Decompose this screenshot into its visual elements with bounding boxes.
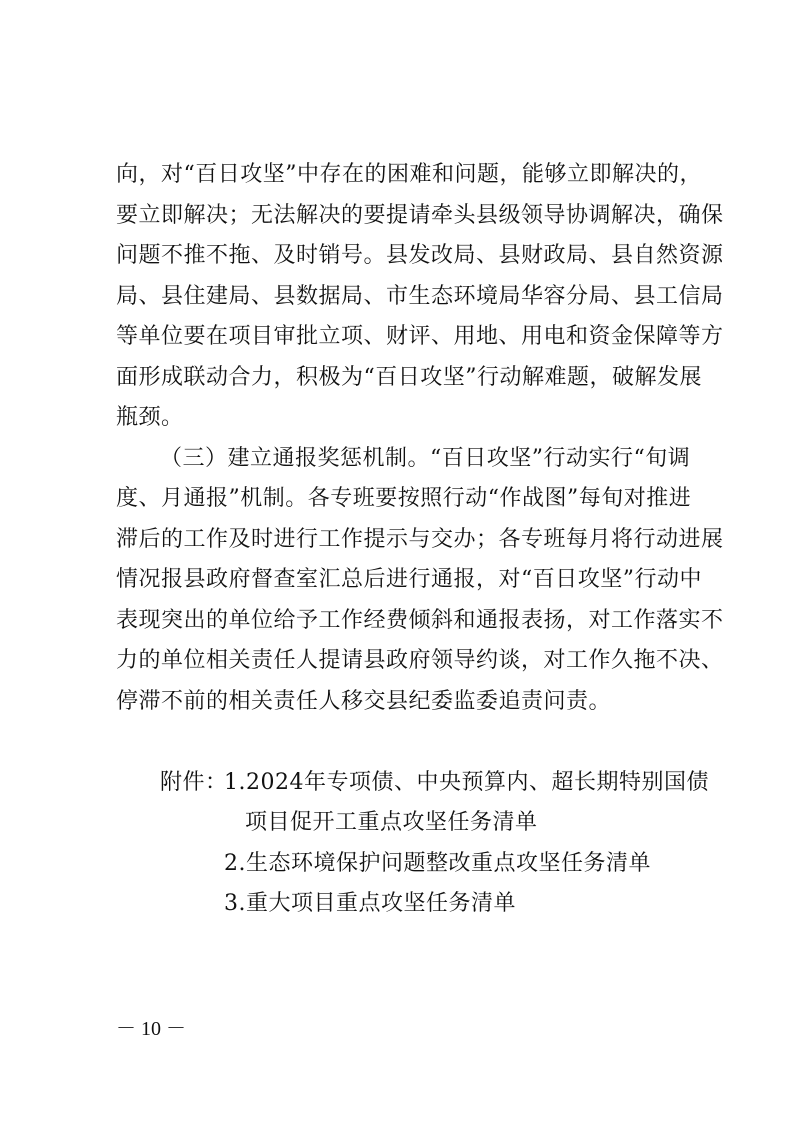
attachment-item: 3.重大项目重点攻坚任务清单 bbox=[224, 891, 516, 916]
body-line: 滞后的工作及时进行工作提示与交办；各专班每月将行动进展 bbox=[116, 527, 724, 552]
body-line: 问题不推不拖、及时销号。县发改局、县财政局、县自然资源 bbox=[116, 243, 724, 268]
attachment-item: 1.2024年专项债、中央预算内、超长期特别国债 bbox=[224, 770, 709, 795]
body-line: 度、月通报”机制。各专班要按照行动“作战图”每旬对推进 bbox=[116, 486, 692, 511]
body-line: 表现突出的单位给予工作经费倾斜和通报表扬，对工作落实不 bbox=[116, 608, 724, 633]
body-line: 等单位要在项目审批立项、财评、用地、用电和资金保障等方 bbox=[116, 324, 724, 349]
attachment-item-continuation: 项目促开工重点攻坚任务清单 bbox=[245, 810, 538, 835]
section-heading-line: （三）建立通报奖惩机制。“百日攻坚”行动实行“旬调 bbox=[160, 446, 691, 471]
body-line: 要立即解决；无法解决的要提请牵头县级领导协调解决，确保 bbox=[116, 203, 724, 228]
body-line: 局、县住建局、县数据局、市生态环境局华容分局、县工信局 bbox=[116, 284, 724, 309]
body-line: 向，对“百日攻坚”中存在的困难和问题，能够立即解决的， bbox=[116, 162, 702, 187]
body-line: 力的单位相关责任人提请县政府领导约谈，对工作久拖不决、 bbox=[116, 648, 724, 673]
attachment-label: 附件： bbox=[160, 770, 228, 795]
body-line: 停滞不前的相关责任人移交县纪委监委追责问责。 bbox=[116, 689, 612, 714]
page-number: － 10 － bbox=[116, 1018, 186, 1040]
body-line: 情况报县政府督查室汇总后进行通报，对“百日攻坚”行动中 bbox=[116, 567, 702, 592]
body-line: 瓶颈。 bbox=[116, 405, 184, 430]
body-line: 面形成联动合力，积极为“百日攻坚”行动解难题，破解发展 bbox=[116, 365, 702, 390]
attachment-item: 2.生态环境保护问题整改重点攻坚任务清单 bbox=[224, 851, 651, 876]
